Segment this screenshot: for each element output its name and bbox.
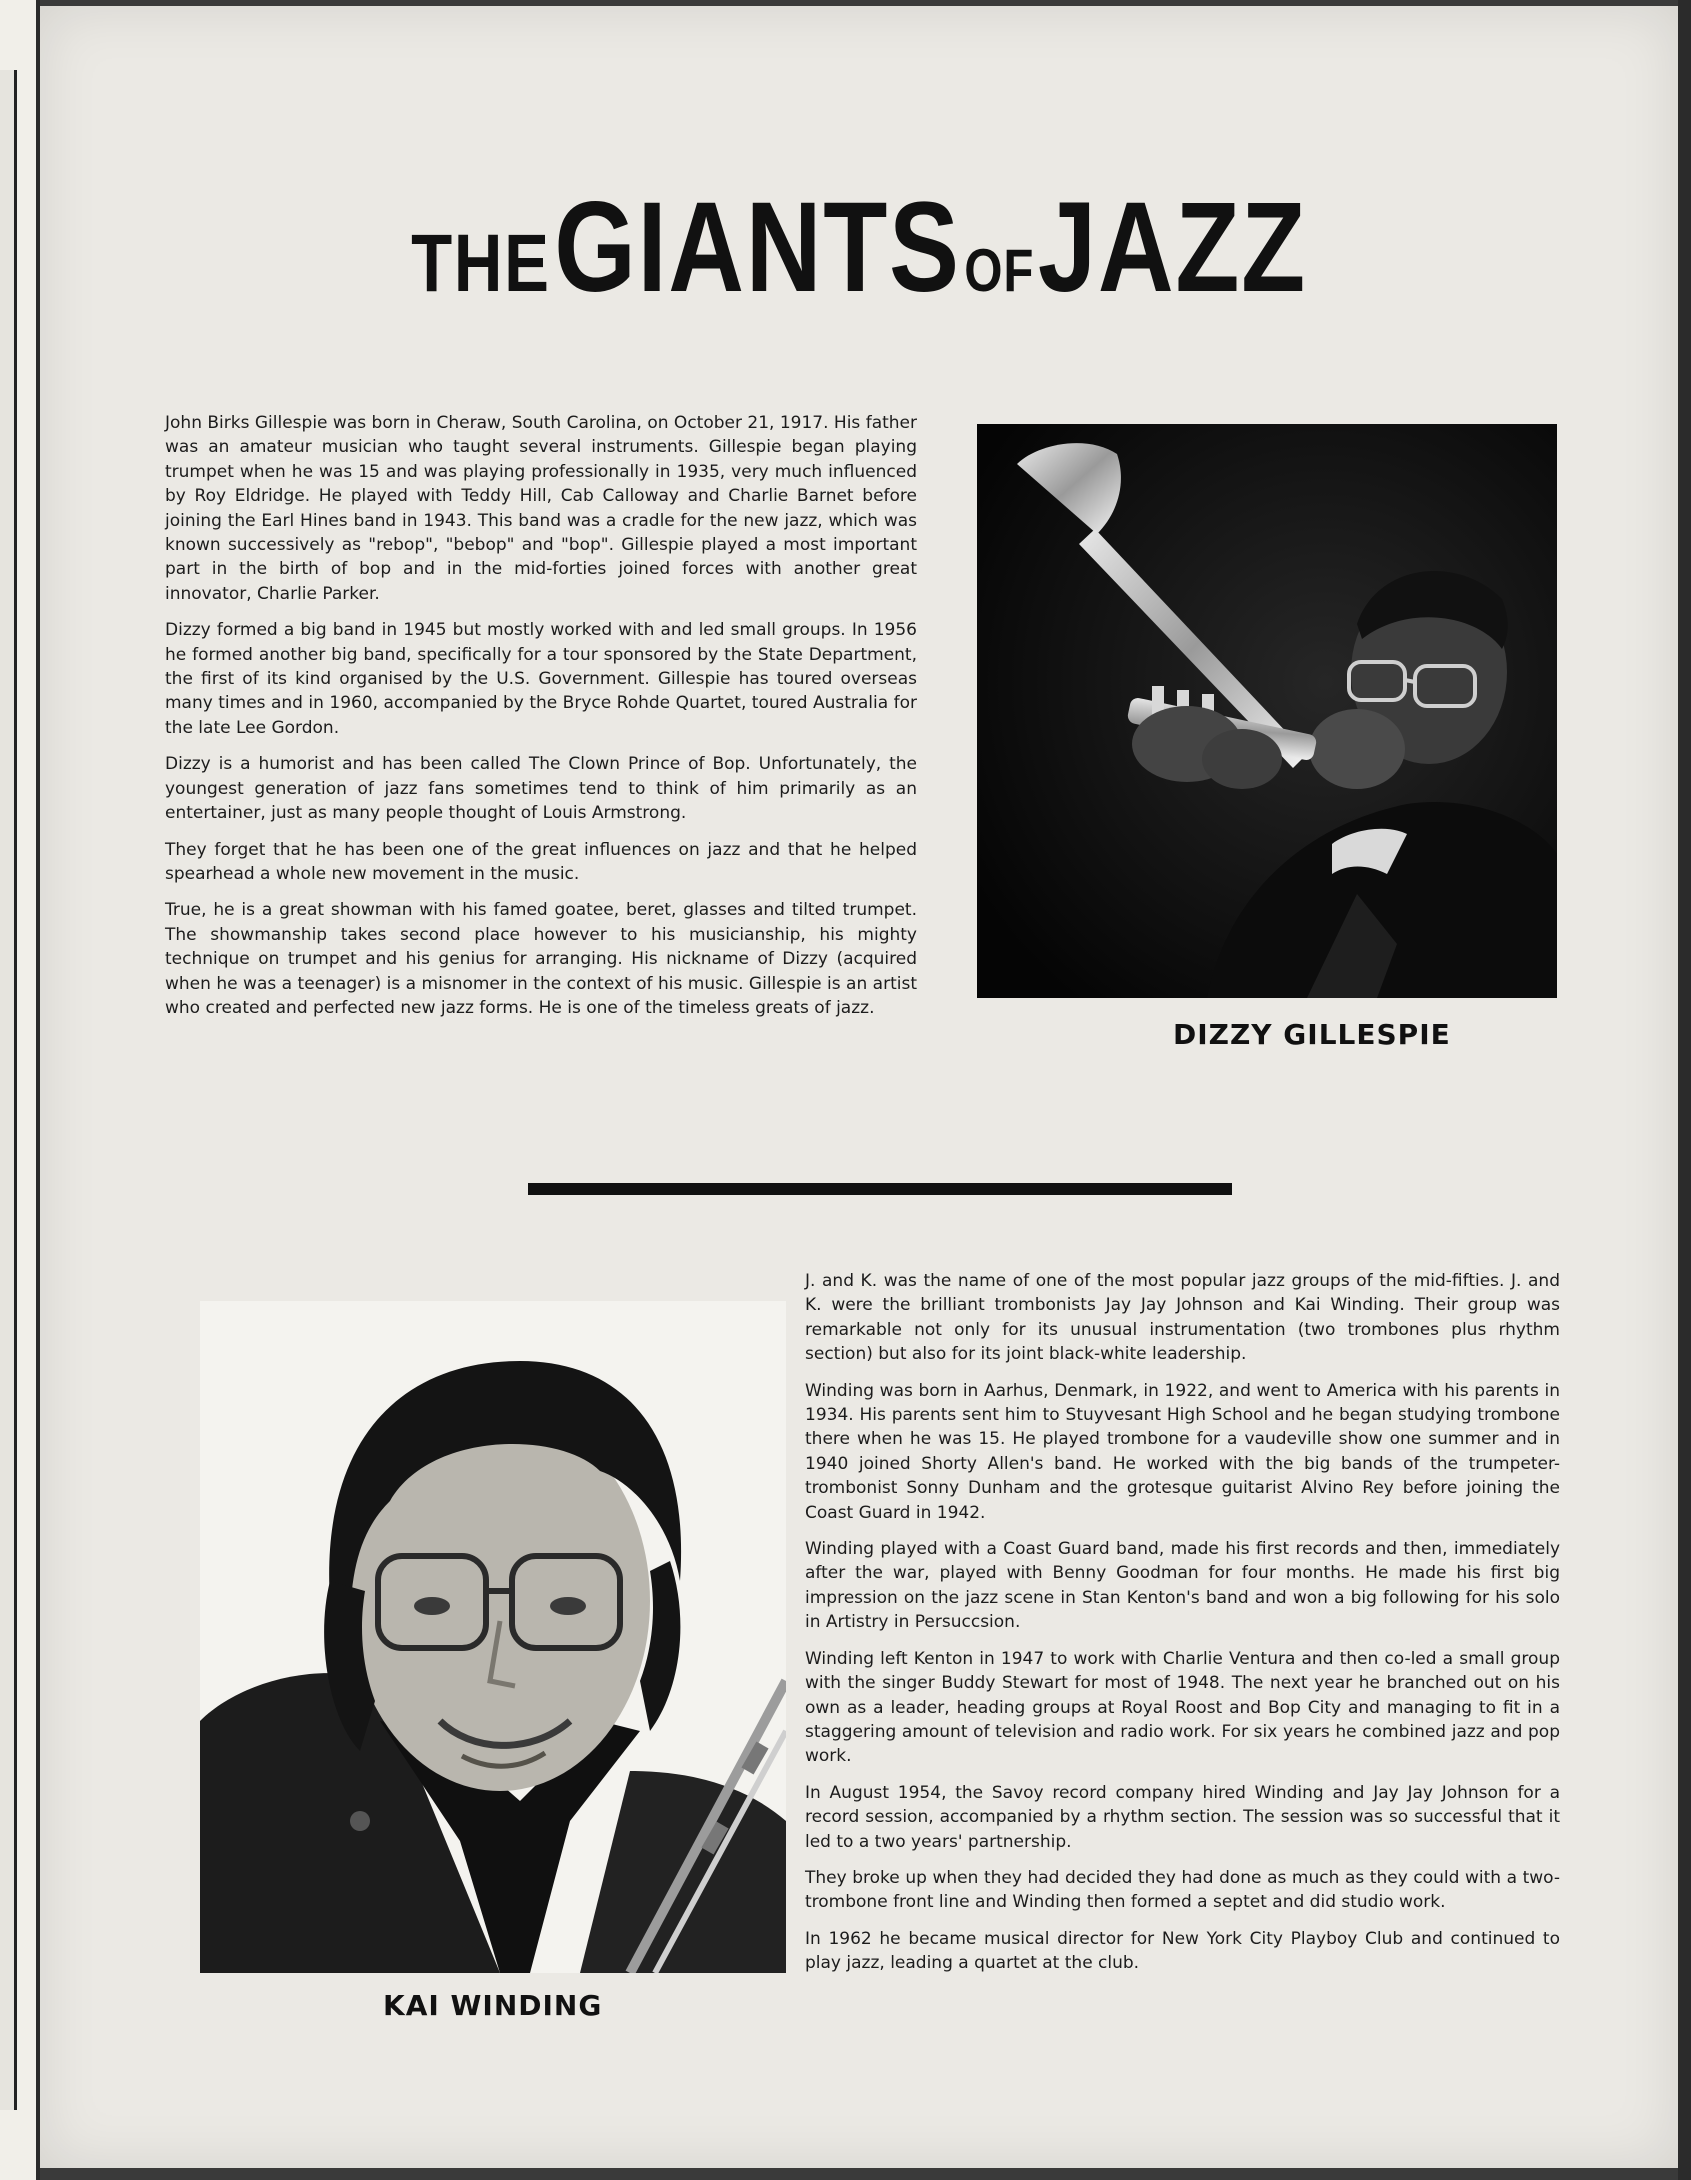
section-divider — [528, 1183, 1232, 1195]
dizzy-paragraph: Dizzy is a humorist and has been called The Clown Prince of Bop. Unfortunately, the youngest generation of jazz fans sometimes tend to think of him primarily as an entertainer, just as many people thought of Louis Armstrong. — [165, 754, 917, 824]
kai-paragraph: Winding played with a Coast Guard band, made his first records and then, immediately after the war, played with Benny Goodman for four months. He made his first big impression on the jazz scene in Stan Kenton's band and won a big following for his solo in Artistry in Persuccsion. — [805, 1539, 1560, 1633]
dizzy-paragraph: John Birks Gillespie was born in Cheraw, South Carolina, on October 21, 1917. His father was an amateur musician who taught several instruments. Gillespie began playing trumpet when he was 15 and was playing professionally in 1935, very much influenced by Roy Eldridge. He played with Teddy Hill, Cab Calloway and Charlie Barnet before joining the Earl Hines band in 1943. This band was a cradle for the new jazz, which was known successively as "rebop", "bebop" and "bop". Gillespie played a most important part in the birth of bop and in the mid-forties joined forces with another great innovator, Charlie Parker. — [165, 413, 917, 604]
dizzy-paragraph: True, he is a great showman with his famed goatee, beret, glasses and tilted trumpet. The showmanship takes second place however to his musicianship, his mighty technique on trumpet and his genius for arranging. His nickname of Dizzy (acquired when he was a teenager) is a misnomer in the context of his music. Gillespie is an artist who created and perfected new jazz forms. He is one of the timeless greats of jazz. — [165, 900, 917, 1018]
dizzy-paragraph: They forget that he has been one of the great influences on jazz and that he helped spearhead a whole new movement in the music. — [165, 839, 917, 884]
title-word-giants: GIANTS — [554, 176, 961, 319]
kai-winding-photo — [200, 1301, 786, 1973]
title-word-of: OF — [964, 237, 1035, 304]
kai-biography — [805, 1269, 1560, 1988]
page-title — [187, 174, 1530, 321]
kai-paragraph: Winding left Kenton in 1947 to work with Charlie Ventura and then co-led a small group with the singer Buddy Stewart for most of 1948. The next year he branched out on his own as a leader, heading groups at Royal Roost and Bop City and managing to fit in a staggering amount of television and radio work. For six years he combined jazz and pop work. — [805, 1648, 1560, 1767]
kai-paragraph: In 1962 he became musical director for New York City Playboy Club and continued to play jazz, leading a quartet at the club. — [805, 1928, 1560, 1974]
kai-paragraph: J. and K. was the name of one of the most popular jazz groups of the mid-fifties. J. and K. were the brilliant trombonists Jay Jay Johnson and Kai Winding. Their group was remarkable not only for its unusual instrumentation (two trombones plus rhythm section) but also for its joint black-white leadership. — [805, 1271, 1560, 1365]
kai-paragraph: Winding was born in Aarhus, Denmark, in 1922, and went to America with his parents in 1934. His parents sent him to Stuyvesant High School and he began studying trombone there when he was 15. He played trombone for a vaudeville show one summer and in 1940 joined Shorty Allen's band. He worked with the big bands of the trumpeter-trombonist Sonny Dunham and the grotesque guitarist Alvino Rey before joining the Coast Guard in 1942. — [805, 1380, 1560, 1523]
title-word-the: THE — [411, 218, 551, 309]
kai-paragraph: They broke up when they had decided they had done as much as they could with a two-trombone front line and Winding then formed a septet and did studio work. — [805, 1867, 1560, 1913]
title-word-jazz: JAZZ — [1037, 176, 1307, 319]
dizzy-gillespie-photo — [977, 424, 1557, 998]
programme-page — [40, 6, 1678, 2168]
dizzy-caption: DIZZY GILLESPIE — [1173, 1018, 1451, 1051]
page-shadow-edge — [1678, 0, 1691, 2180]
kai-caption: KAI WINDING — [383, 1989, 603, 2022]
binder-edge — [0, 0, 40, 2180]
dizzy-biography — [165, 411, 917, 1032]
kai-paragraph: In August 1954, the Savoy record company hired Winding and Jay Jay Johnson for a record session, accompanied by a rhythm section. The session was so successful that it led to a two years' partnership. — [805, 1782, 1560, 1852]
dizzy-paragraph: Dizzy formed a big band in 1945 but mostly worked with and led small groups. In 1956 he formed another big band, specifically for a tour sponsored by the State Department, the first of its kind organised by the U.S. Government. Gillespie has toured overseas many times and in 1960, accompanied by the Bryce Rohde Quartet, toured Australia for the late Lee Gordon. — [165, 620, 917, 738]
